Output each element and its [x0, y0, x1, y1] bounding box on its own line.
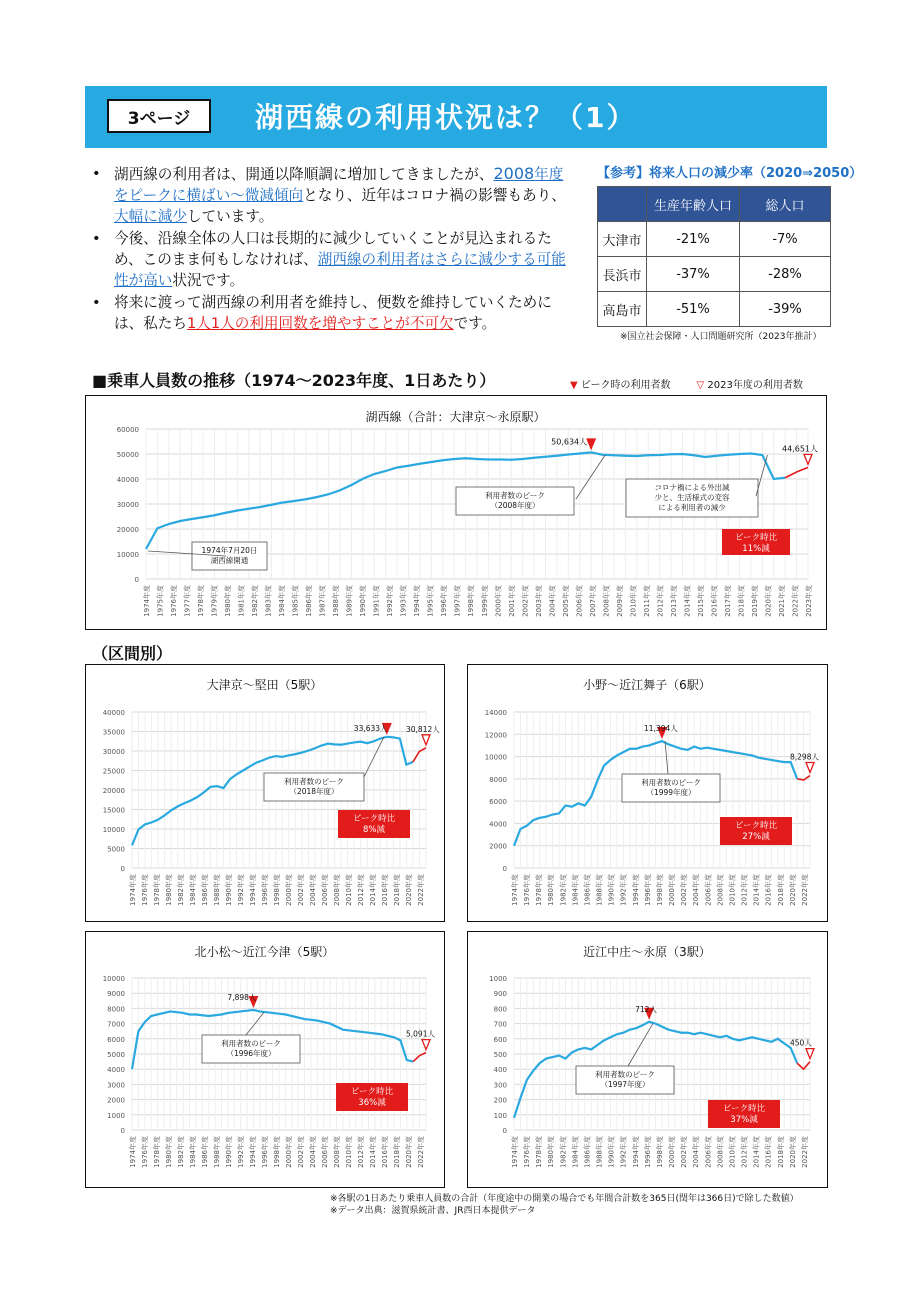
footnote: ※各駅の1日あたり乗車人員数の合計（年度途中の開業の場合でも年間合計数を365日(閏年は366日)で除した数値）	[330, 1194, 799, 1204]
x-tick-label: 2000年度	[285, 1136, 293, 1168]
x-tick-label: 1976年度	[523, 874, 532, 906]
x-tick-label: 1998年度	[273, 1136, 281, 1168]
annotation-text: 利用者数のピーク	[485, 491, 545, 500]
x-tick-label: 1974年度	[143, 585, 151, 617]
x-tick-label: 2018年度	[776, 874, 785, 906]
x-tick-label: 1994年度	[413, 585, 422, 617]
x-tick-label: 2004年度	[309, 874, 317, 906]
x-tick-label: 1976年度	[141, 874, 149, 906]
x-tick-label: 2006年度	[575, 585, 584, 617]
y-tick-label: 60000	[116, 426, 139, 434]
x-tick-label: 1978年度	[153, 874, 161, 906]
y-tick-label: 5000	[107, 1051, 125, 1059]
y-tick-label: 600	[493, 1035, 507, 1044]
x-tick-label: 1975年度	[156, 585, 165, 617]
latest-marker	[806, 763, 814, 773]
decline-box-text: 27%減	[742, 832, 770, 842]
x-tick-label: 2022年度	[791, 585, 800, 617]
chart-title: 湖西線（合計：大津京～永原駅）	[365, 410, 546, 424]
y-tick-label: 8000	[489, 775, 507, 784]
decline-box-text: ピーク時比	[722, 1104, 766, 1114]
x-tick-label: 2008年度	[602, 585, 611, 617]
peak-marker	[586, 438, 596, 450]
x-tick-label: 1990年度	[607, 1136, 616, 1168]
x-tick-label: 1996年度	[643, 874, 652, 906]
y-tick-label: 0	[502, 1127, 507, 1135]
decline-box-text: 36%減	[358, 1098, 386, 1108]
y-tick-label: 300	[493, 1081, 507, 1090]
x-tick-label: 2014年度	[752, 874, 761, 906]
table-row: 大津市 -21% -7%	[598, 222, 831, 257]
x-tick-label: 1988年度	[213, 1136, 221, 1168]
x-tick-label: 1996年度	[261, 1136, 269, 1168]
x-tick-label: 2002年度	[297, 874, 305, 906]
chart-panel-2	[467, 664, 828, 922]
y-tick-label: 0	[120, 1127, 125, 1135]
x-tick-label: 2020年度	[788, 874, 797, 906]
x-tick-label: 1988年度	[213, 874, 221, 906]
x-tick-label: 1990年度	[225, 874, 233, 906]
x-tick-label: 2012年度	[740, 874, 749, 906]
x-tick-label: 2001年度	[507, 585, 516, 617]
x-tick-label: 2016年度	[764, 874, 773, 906]
x-tick-label: 1974年度	[129, 874, 137, 906]
chart-panel-4	[467, 931, 828, 1188]
annotation-text: 利用者数のピーク	[641, 778, 701, 787]
latest-label: 450人	[790, 1038, 812, 1048]
x-tick-label: 2006年度	[321, 874, 329, 906]
x-tick-label: 2000年度	[285, 874, 293, 906]
x-tick-label: 1978年度	[535, 1136, 544, 1168]
x-tick-label: 2010年度	[629, 585, 638, 617]
latest-marker	[422, 735, 430, 745]
bullet-item: • 湖西線の利用者は、開通以降順調に増加してきましたが、2008年度をピークに横ばい～微減傾向となり、近年はコロナ禍の影響もあり、大幅に減少しています。	[88, 163, 566, 227]
x-tick-label: 2006年度	[704, 1136, 713, 1168]
annotation-text: による利用者の減少	[658, 503, 726, 512]
x-tick-label: 1984年度	[278, 585, 287, 617]
y-tick-label: 6000	[107, 1035, 125, 1044]
x-tick-label: 1980年度	[165, 1136, 173, 1168]
x-tick-label: 1992年度	[386, 585, 395, 617]
x-tick-label: 2019年度	[750, 585, 759, 617]
peak-label: 7,898人	[227, 992, 257, 1002]
x-tick-label: 2016年度	[381, 1136, 389, 1168]
x-tick-label: 1978年度	[153, 1136, 161, 1168]
x-tick-label: 1978年度	[197, 585, 206, 617]
annotation-text: （1999年度）	[646, 788, 696, 797]
y-tick-label: 400	[493, 1066, 507, 1075]
annotation-text: （1997年度）	[600, 1080, 650, 1089]
x-tick-label: 2021年度	[777, 585, 786, 617]
x-tick-label: 1974年度	[129, 1136, 137, 1168]
peak-label: 50,634人	[551, 437, 588, 447]
decline-box-text: ピーク時比	[350, 1087, 394, 1097]
x-tick-label: 2011年度	[642, 585, 651, 617]
x-tick-label: 2012年度	[740, 1136, 749, 1168]
chart-panel-total	[85, 395, 827, 630]
footnotes	[330, 1193, 799, 1217]
y-tick-label: 10000	[484, 753, 507, 762]
x-tick-label: 1998年度	[273, 874, 281, 906]
x-tick-label: 2004年度	[548, 585, 557, 617]
annotation-text: （1996年度）	[226, 1049, 276, 1058]
y-tick-label: 10000	[102, 826, 125, 834]
x-tick-label: 2006年度	[704, 874, 713, 906]
y-tick-label: 5000	[107, 845, 125, 854]
table-row: 長浜市 -37% -28%	[598, 257, 831, 292]
chart-panel-3	[85, 931, 445, 1188]
x-tick-label: 1977年度	[183, 585, 192, 617]
page-label: 3ページ	[107, 99, 211, 133]
x-tick-label: 1990年度	[359, 585, 368, 617]
latest-label: 5,091人	[406, 1029, 435, 1039]
latest-label: 30,812人	[406, 724, 440, 734]
table-row: 高島市 -51% -39%	[598, 292, 831, 327]
population-table: 生産年齢人口 総人口 大津市 -21% -7% 長浜市 -37% -28% 高島市 -51% -39%	[597, 186, 831, 327]
x-tick-label: 2012年度	[656, 585, 665, 617]
y-tick-label: 8000	[107, 1005, 125, 1014]
annotation-text: コロナ禍による外出減	[654, 483, 730, 492]
x-tick-label: 2014年度	[369, 874, 377, 906]
latest-marker-icon: ▽	[696, 380, 705, 391]
latest-marker	[422, 1040, 430, 1050]
x-tick-label: 1986年度	[583, 1136, 592, 1168]
peak-label: 712人	[635, 1004, 657, 1014]
x-tick-label: 1986年度	[583, 874, 592, 906]
table-source-note: ※国立社会保障・人口問題研究所（2023年推計）	[620, 332, 822, 342]
y-tick-label: 500	[493, 1051, 507, 1059]
peak-label: 11,394人	[644, 724, 678, 734]
y-tick-label: 15000	[102, 806, 125, 815]
bullet-list	[88, 163, 566, 335]
x-tick-label: 1982年度	[251, 585, 260, 617]
x-tick-label: 1976年度	[523, 1136, 532, 1168]
x-tick-label: 1982年度	[177, 1136, 185, 1168]
annotation-text: 少と、生活様式の変容	[654, 493, 730, 502]
latest-label: 44,651人	[782, 444, 818, 454]
x-tick-label: 2018年度	[776, 1136, 785, 1168]
x-tick-label: 1994年度	[249, 1136, 257, 1168]
x-tick-label: 2005年度	[561, 585, 570, 617]
x-tick-label: 2008年度	[333, 1136, 341, 1168]
x-tick-label: 1994年度	[631, 1136, 640, 1168]
x-tick-label: 1980年度	[224, 585, 233, 617]
y-tick-label: 0	[134, 576, 139, 584]
y-tick-label: 20000	[116, 526, 139, 534]
annotation-text: （2018年度）	[289, 787, 339, 796]
x-tick-label: 2010年度	[345, 1136, 353, 1168]
x-tick-label: 1989年度	[345, 585, 354, 617]
y-tick-label: 4000	[489, 820, 507, 829]
y-tick-label: 35000	[102, 728, 125, 737]
x-tick-label: 1979年度	[210, 585, 219, 617]
y-tick-label: 2000	[107, 1096, 125, 1105]
annotation-leader	[665, 741, 668, 774]
section-title-segments: （区間別）	[92, 644, 173, 663]
y-tick-label: 10000	[116, 551, 139, 559]
x-tick-label: 1995年度	[426, 585, 435, 617]
x-tick-label: 2020年度	[764, 585, 773, 617]
y-tick-label: 100	[493, 1111, 507, 1120]
x-tick-label: 2002年度	[680, 1136, 689, 1168]
x-tick-label: 1996年度	[643, 1136, 652, 1168]
x-tick-label: 2018年度	[393, 1136, 401, 1168]
latest-label: 8,298人	[790, 752, 819, 762]
x-tick-label: 2004年度	[309, 1136, 317, 1168]
y-tick-label: 800	[493, 1005, 507, 1014]
chart-panel-1	[85, 664, 445, 922]
x-tick-label: 2004年度	[692, 874, 701, 906]
x-tick-label: 1980年度	[547, 1136, 556, 1168]
chart-title: 近江中庄～永原（3駅）	[583, 945, 711, 959]
y-tick-label: 1000	[489, 975, 507, 983]
peak-marker-icon: ▼	[570, 380, 578, 391]
x-tick-label: 1986年度	[201, 874, 209, 906]
x-tick-label: 2022年度	[417, 1136, 425, 1168]
x-tick-label: 1984年度	[571, 1136, 580, 1168]
y-tick-label: 50000	[116, 451, 139, 459]
x-tick-label: 2003年度	[534, 585, 543, 617]
x-tick-label: 2002年度	[297, 1136, 305, 1168]
x-tick-label: 2018年度	[737, 585, 746, 617]
x-tick-label: 2008年度	[716, 874, 725, 906]
annotation-text: 湖西線開通	[210, 556, 249, 565]
y-tick-label: 25000	[102, 767, 125, 776]
decline-box-text: ピーク時比	[734, 533, 778, 543]
y-tick-label: 7000	[107, 1020, 125, 1029]
x-tick-label: 2000年度	[494, 585, 503, 617]
y-tick-label: 0	[120, 865, 125, 873]
x-tick-label: 1997年度	[453, 585, 462, 617]
x-tick-label: 1982年度	[559, 1136, 568, 1168]
x-tick-label: 2016年度	[381, 874, 389, 906]
x-tick-label: 1980年度	[547, 874, 556, 906]
x-tick-label: 1981年度	[237, 585, 246, 617]
bullet-item: • 今後、沿線全体の人口は長期的に減少していくことが見込まれるため、このまま何もしなければ、湖西線の利用者はさらに減少する可能性が高い状況です。	[88, 228, 566, 291]
y-tick-label: 40000	[102, 709, 125, 717]
chart-title: 大津京～堅田（5駅）	[206, 678, 323, 692]
x-tick-label: 2002年度	[521, 585, 530, 617]
peak-label: 33,633人	[353, 723, 388, 733]
x-tick-label: 1978年度	[535, 874, 544, 906]
x-tick-label: 2014年度	[369, 1136, 377, 1168]
y-tick-label: 20000	[102, 787, 125, 795]
bullet-item: • 将来に渡って湖西線の利用者を維持し、便数を維持していくためには、私たち1人1人の利用回数を増やすことが不可欠です。	[88, 292, 566, 334]
x-tick-label: 1998年度	[655, 874, 664, 906]
x-tick-label: 2020年度	[405, 1136, 413, 1168]
x-tick-label: 1994年度	[631, 874, 640, 906]
x-tick-label: 1994年度	[249, 874, 257, 906]
x-tick-label: 1976年度	[141, 1136, 149, 1168]
decline-box-text: 8%減	[363, 825, 385, 835]
x-tick-label: 2009年度	[615, 585, 624, 617]
chart-segment-2	[468, 665, 826, 920]
x-tick-label: 1996年度	[261, 874, 269, 906]
x-tick-label: 2022年度	[800, 874, 809, 906]
x-tick-label: 1993年度	[399, 585, 408, 617]
latest-marker	[804, 454, 812, 464]
x-tick-label: 2016年度	[764, 1136, 773, 1168]
x-tick-label: 1988年度	[332, 585, 341, 617]
x-tick-label: 1986年度	[201, 1136, 209, 1168]
x-tick-label: 1992年度	[237, 1136, 245, 1168]
x-tick-label: 2020年度	[405, 874, 413, 906]
x-tick-label: 1992年度	[619, 1136, 628, 1168]
x-tick-label: 1996年度	[440, 585, 449, 617]
x-tick-label: 2010年度	[728, 1136, 737, 1168]
chart-title: 小野～近江舞子（6駅）	[583, 678, 711, 692]
x-tick-label: 1984年度	[571, 874, 580, 906]
x-tick-label: 2007年度	[588, 585, 597, 617]
annotation-text: 利用者数のピーク	[221, 1039, 281, 1048]
x-tick-label: 1986年度	[305, 585, 314, 617]
y-tick-label: 0	[502, 865, 507, 873]
chart-title: 北小松～近江今津（5駅）	[194, 945, 335, 959]
annotation-leader	[756, 455, 767, 496]
y-tick-label: 4000	[107, 1066, 125, 1075]
chart-total	[86, 396, 825, 628]
x-tick-label: 1988年度	[595, 1136, 604, 1168]
x-tick-label: 1992年度	[619, 874, 628, 906]
x-tick-label: 2008年度	[716, 1136, 725, 1168]
x-tick-label: 2000年度	[668, 1136, 677, 1168]
x-tick-label: 2008年度	[333, 874, 341, 906]
x-tick-label: 1987年度	[318, 585, 327, 617]
x-tick-label: 2012年度	[357, 1136, 365, 1168]
x-tick-label: 1991年度	[372, 585, 381, 617]
annotation-text: 1974年7月20日	[201, 546, 258, 555]
chart-legend: ▼ ピーク時の利用者数 ▽ 2023年度の利用者数	[570, 380, 803, 391]
chart-segment-1	[86, 665, 443, 920]
y-tick-label: 9000	[107, 990, 125, 999]
x-tick-label: 1974年度	[511, 1136, 519, 1168]
decline-box-text: ピーク時比	[734, 821, 778, 831]
decline-box-text: ピーク時比	[352, 814, 396, 824]
x-tick-label: 2022年度	[800, 1136, 809, 1168]
x-tick-label: 2006年度	[321, 1136, 329, 1168]
x-tick-label: 2013年度	[669, 585, 678, 617]
page-title: 湖西線の利用状況は？（1）	[255, 101, 637, 134]
y-tick-label: 900	[493, 990, 507, 999]
x-tick-label: 2000年度	[668, 874, 677, 906]
x-tick-label: 2015年度	[696, 585, 705, 617]
annotation-text: （2008年度）	[490, 501, 540, 510]
annotation-text: 利用者数のピーク	[595, 1070, 655, 1079]
x-tick-label: 2016年度	[710, 585, 719, 617]
x-tick-label: 1990年度	[225, 1136, 233, 1168]
footnote: ※データ出典：滋賀県統計書、JR西日本提供データ	[330, 1206, 536, 1216]
x-tick-label: 2018年度	[393, 874, 401, 906]
chart-segment-4	[468, 932, 826, 1186]
x-tick-label: 2010年度	[728, 874, 737, 906]
x-tick-label: 2002年度	[680, 874, 689, 906]
y-tick-label: 30000	[102, 748, 125, 756]
x-tick-label: 1983年度	[264, 585, 273, 617]
y-tick-label: 30000	[116, 501, 139, 509]
y-tick-label: 3000	[107, 1081, 125, 1090]
chart-segment-3	[86, 932, 443, 1186]
x-tick-label: 1984年度	[189, 1136, 197, 1168]
x-tick-label: 2012年度	[357, 874, 365, 906]
x-tick-label: 1990年度	[607, 874, 616, 906]
x-tick-label: 1982年度	[559, 874, 568, 906]
x-tick-label: 1992年度	[237, 874, 245, 906]
x-tick-label: 1998年度	[467, 585, 476, 617]
x-tick-label: 2022年度	[417, 874, 425, 906]
x-tick-label: 1998年度	[655, 1136, 664, 1168]
x-tick-label: 1982年度	[177, 874, 185, 906]
x-tick-label: 1985年度	[291, 585, 300, 617]
x-tick-label: 2014年度	[683, 585, 692, 617]
x-tick-label: 2023年度	[805, 585, 813, 617]
x-tick-label: 1999年度	[480, 585, 489, 617]
x-tick-label: 1974年度	[511, 874, 519, 906]
decline-box-text: 11%減	[742, 544, 770, 554]
annotation-text: 利用者数のピーク	[284, 777, 344, 786]
y-tick-label: 12000	[484, 731, 507, 740]
y-tick-label: 2000	[489, 842, 507, 851]
y-tick-label: 6000	[489, 798, 507, 807]
y-tick-label: 1000	[107, 1111, 125, 1120]
y-tick-label: 40000	[116, 476, 139, 484]
y-tick-label: 700	[493, 1020, 507, 1029]
x-tick-label: 2004年度	[692, 1136, 701, 1168]
y-tick-label: 200	[493, 1096, 507, 1105]
decline-box-text: 37%減	[730, 1115, 758, 1125]
x-tick-label: 2017年度	[723, 585, 732, 617]
y-tick-label: 14000	[484, 709, 507, 717]
x-tick-label: 2020年度	[788, 1136, 797, 1168]
x-tick-label: 1988年度	[595, 874, 604, 906]
x-tick-label: 1980年度	[165, 874, 173, 906]
x-tick-label: 2014年度	[752, 1136, 761, 1168]
x-tick-label: 1976年度	[170, 585, 179, 617]
x-tick-label: 1984年度	[189, 874, 197, 906]
x-tick-label: 2010年度	[345, 874, 353, 906]
section-title: ■乗車人員数の推移（1974～2023年度、1日あたり）	[92, 371, 496, 390]
y-tick-label: 10000	[102, 975, 125, 983]
reference-title: 【参考】将来人口の減少率（2020⇒2050）	[597, 166, 863, 181]
